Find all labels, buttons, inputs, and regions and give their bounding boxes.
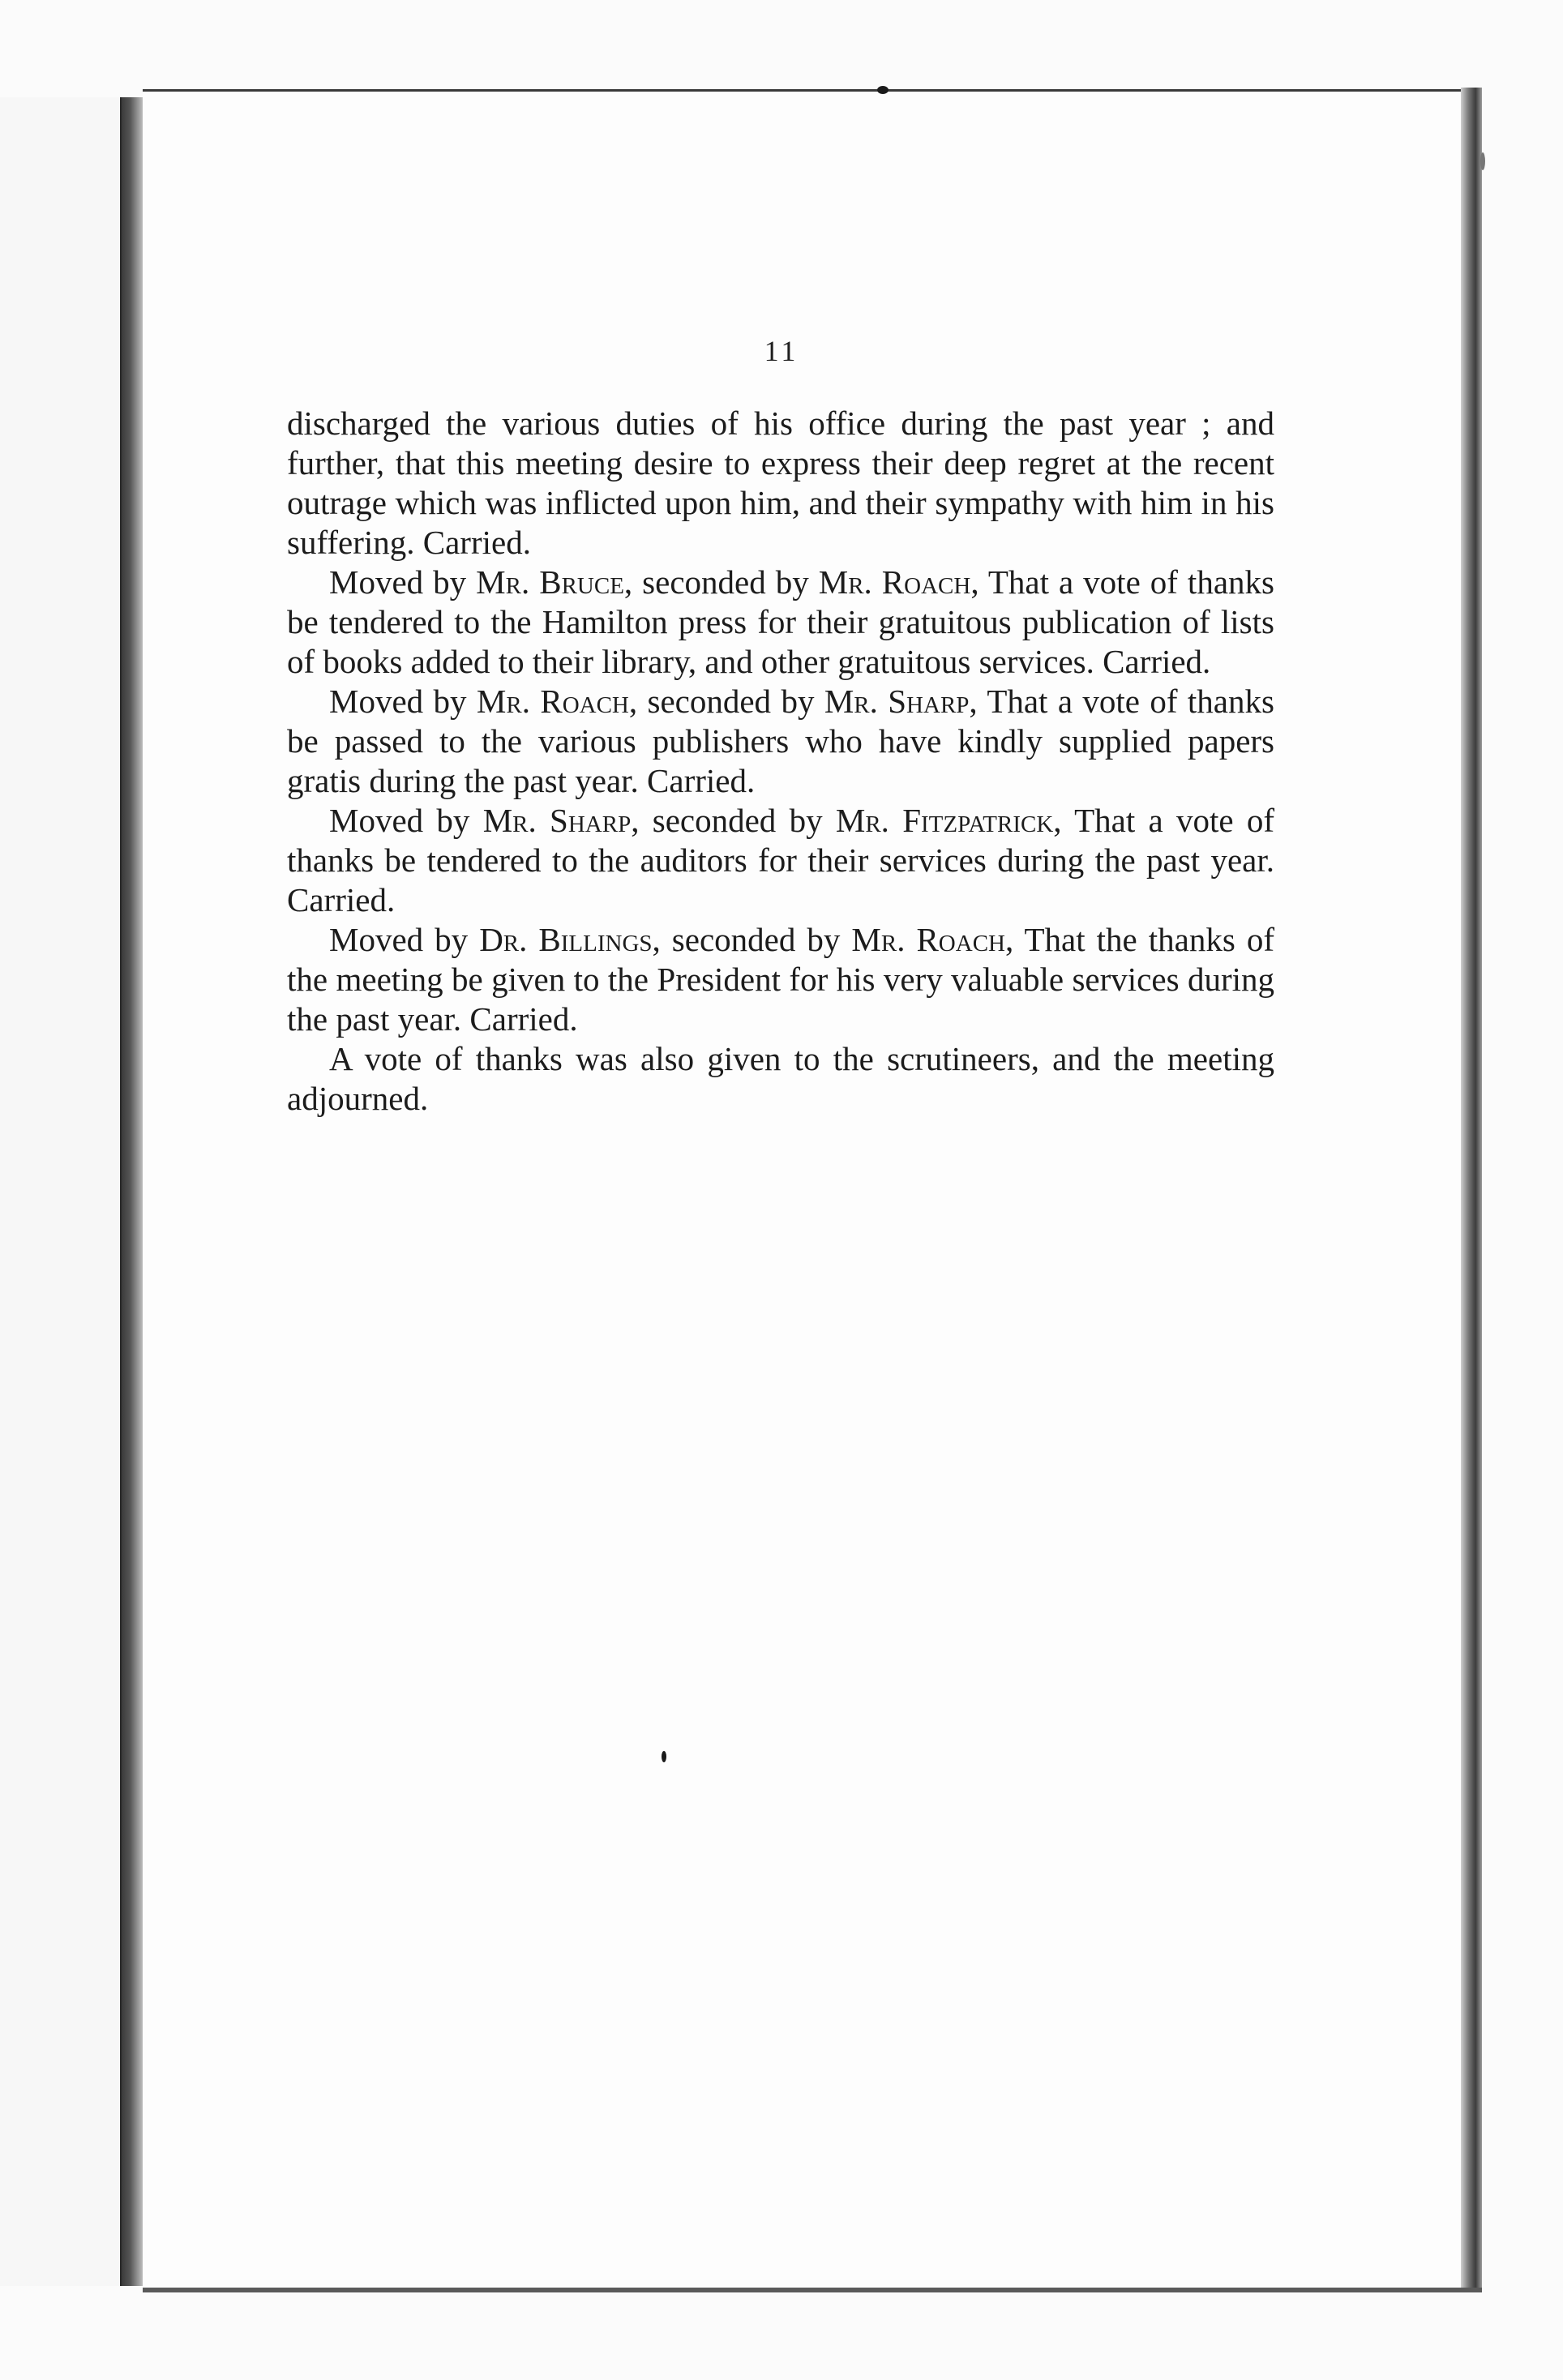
moved-label: Moved by <box>329 683 477 720</box>
paragraph-6 <box>287 1039 1274 1119</box>
moved-label: Moved by <box>329 802 483 839</box>
moved-label: Moved by <box>329 563 477 601</box>
minutes-text <box>287 404 1274 1119</box>
seconder-name: Mr. Sharp <box>824 683 970 720</box>
seconded-label: , seconded by <box>631 802 836 839</box>
page-bottom-edge <box>143 2288 1482 2292</box>
moved-label: Moved by <box>329 921 480 958</box>
scan-speck <box>1480 152 1485 170</box>
mover-name: Mr. Sharp <box>482 802 632 839</box>
gutter-shadow <box>122 97 143 2286</box>
motion-text: , That the thanks of the meeting be given to the President for his very valuable services during the past year. Carried. <box>287 921 1274 1038</box>
seconder-name: Mr. Fitzpatrick <box>835 802 1054 839</box>
motion-text: , That a vote of thanks be tendered to the auditors for their services during the past year. Carried. <box>287 802 1274 918</box>
paragraph-5 <box>287 920 1274 1039</box>
seconded-label: , seconded by <box>623 563 819 601</box>
paragraph-2 <box>287 563 1274 682</box>
seconded-label: , seconded by <box>652 921 852 958</box>
mover-name: Mr. Bruce <box>476 563 624 601</box>
paragraph-4 <box>287 801 1274 920</box>
seconded-label: , seconded by <box>628 683 824 720</box>
scan-speck <box>877 86 889 94</box>
page-number: 11 <box>764 335 799 367</box>
paragraph-3 <box>287 682 1274 801</box>
seconder-name: Mr. Roach <box>851 921 1005 958</box>
motion-text: , That a vote of thanks be tendered to the Hamilton press for their gratuitous publication of lists of books added to their library, and other gratuitous services. Carried. <box>287 563 1274 680</box>
paragraph-1-text: discharged the various duties of his office during the past year ; and further, that this meeting desire to express their deep regret at the recent outrage which was inflicted upon him, and their sympathy with him in his suffering. Carried. <box>287 405 1274 561</box>
mover-name: Mr. Roach <box>476 683 629 720</box>
book-edge <box>1461 88 1482 2288</box>
mover-name: Dr. Billings <box>479 921 653 958</box>
scan-speck <box>662 1751 666 1762</box>
motion-text: , That a vote of thanks be passed to the various publishers who have kindly supplied papers gratis during the past year. Carried. <box>287 683 1274 799</box>
facing-page-edge <box>0 97 122 2286</box>
paragraph-6-text: A vote of thanks was also given to the scrutineers, and the meeting adjourned. <box>287 1040 1274 1117</box>
seconder-name: Mr. Roach <box>818 563 971 601</box>
paragraph-1 <box>287 404 1274 563</box>
